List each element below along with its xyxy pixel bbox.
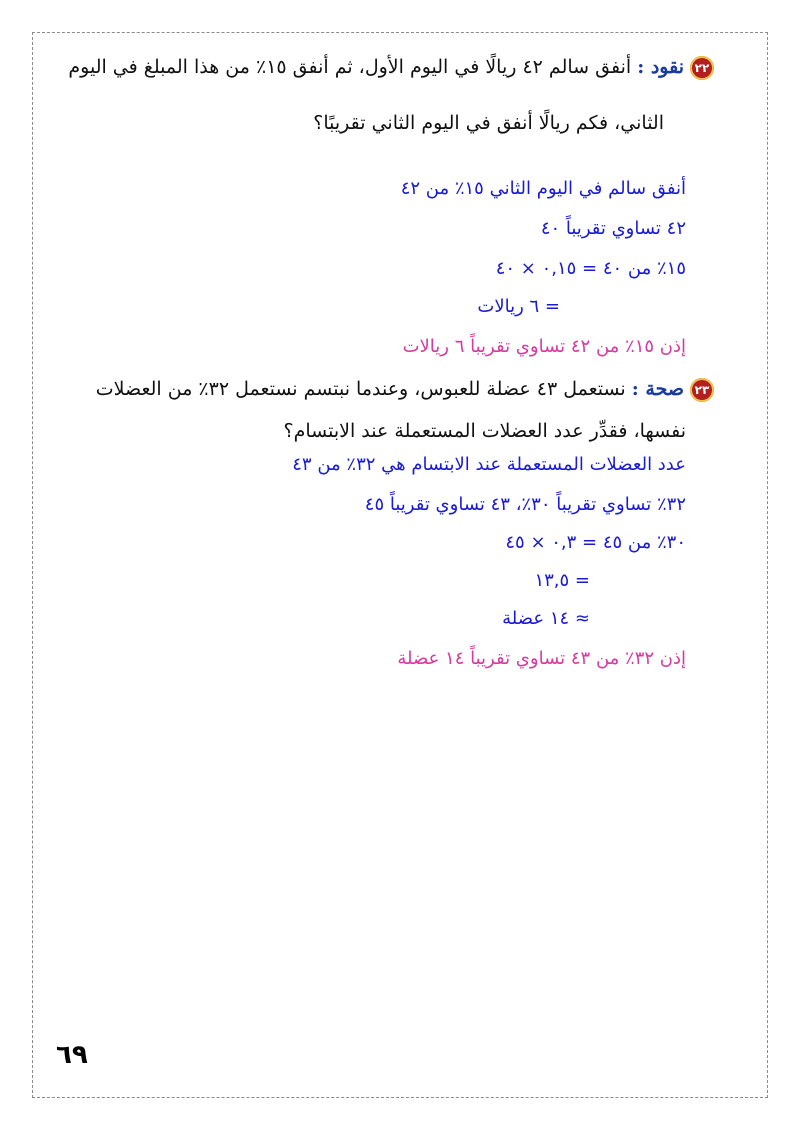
final-answer: إذن ٣٢٪ من ٤٣ تساوي تقريباً ١٤ عضلة — [397, 648, 686, 669]
answer-line: عدد العضلات المستعملة عند الابتسام هي ٣٢٪ من ٤٣ — [292, 454, 686, 475]
answer-line: ٣٢٪ تساوي تقريباً ٣٠٪، ٤٣ تساوي تقريباً ٤٥ — [364, 494, 686, 515]
problem-number-badge: ٢٢ — [690, 56, 714, 80]
problem-23-line1 — [96, 378, 714, 402]
page-number: ٦٩ — [56, 1040, 88, 1070]
problem-23-line2: نفسها، فقدِّر عدد العضلات المستعملة عند الابتسام؟ — [283, 420, 686, 442]
problem-number-badge: ٢٣ — [690, 378, 714, 402]
problem-22-line1 — [68, 56, 714, 80]
problem-topic: صحة : — [631, 378, 684, 400]
question-text: أنفق سالم ٤٢ ريالًا في اليوم الأول، ثم أنفق ١٥٪ من هذا المبلغ في اليوم — [68, 56, 632, 78]
final-answer: إذن ١٥٪ من ٤٢ تساوي تقريباً ٦ ريالات — [402, 336, 686, 357]
answer-line: = ١٣,٥ — [534, 570, 590, 591]
answer-line: = ٦ ريالات — [477, 296, 560, 317]
question-text: نستعمل ٤٣ عضلة للعبوس، وعندما نبتسم نستعمل ٣٢٪ من العضلات — [95, 378, 626, 400]
answer-line: ≈ ١٤ عضلة — [502, 608, 590, 629]
answer-line: ١٥٪ من ٤٠ = ٠,١٥ × ٤٠ — [495, 258, 686, 279]
problem-topic: نقود : — [637, 56, 684, 78]
answer-line: ٣٠٪ من ٤٥ = ٠,٣ × ٤٥ — [505, 532, 686, 553]
answer-line: أنفق سالم في اليوم الثاني ١٥٪ من ٤٢ — [400, 178, 686, 199]
answer-line: ٤٢ تساوي تقريباً ٤٠ — [540, 218, 686, 239]
problem-22-line2: الثاني، فكم ريالًا أنفق في اليوم الثاني تقريبًا؟ — [313, 112, 664, 134]
